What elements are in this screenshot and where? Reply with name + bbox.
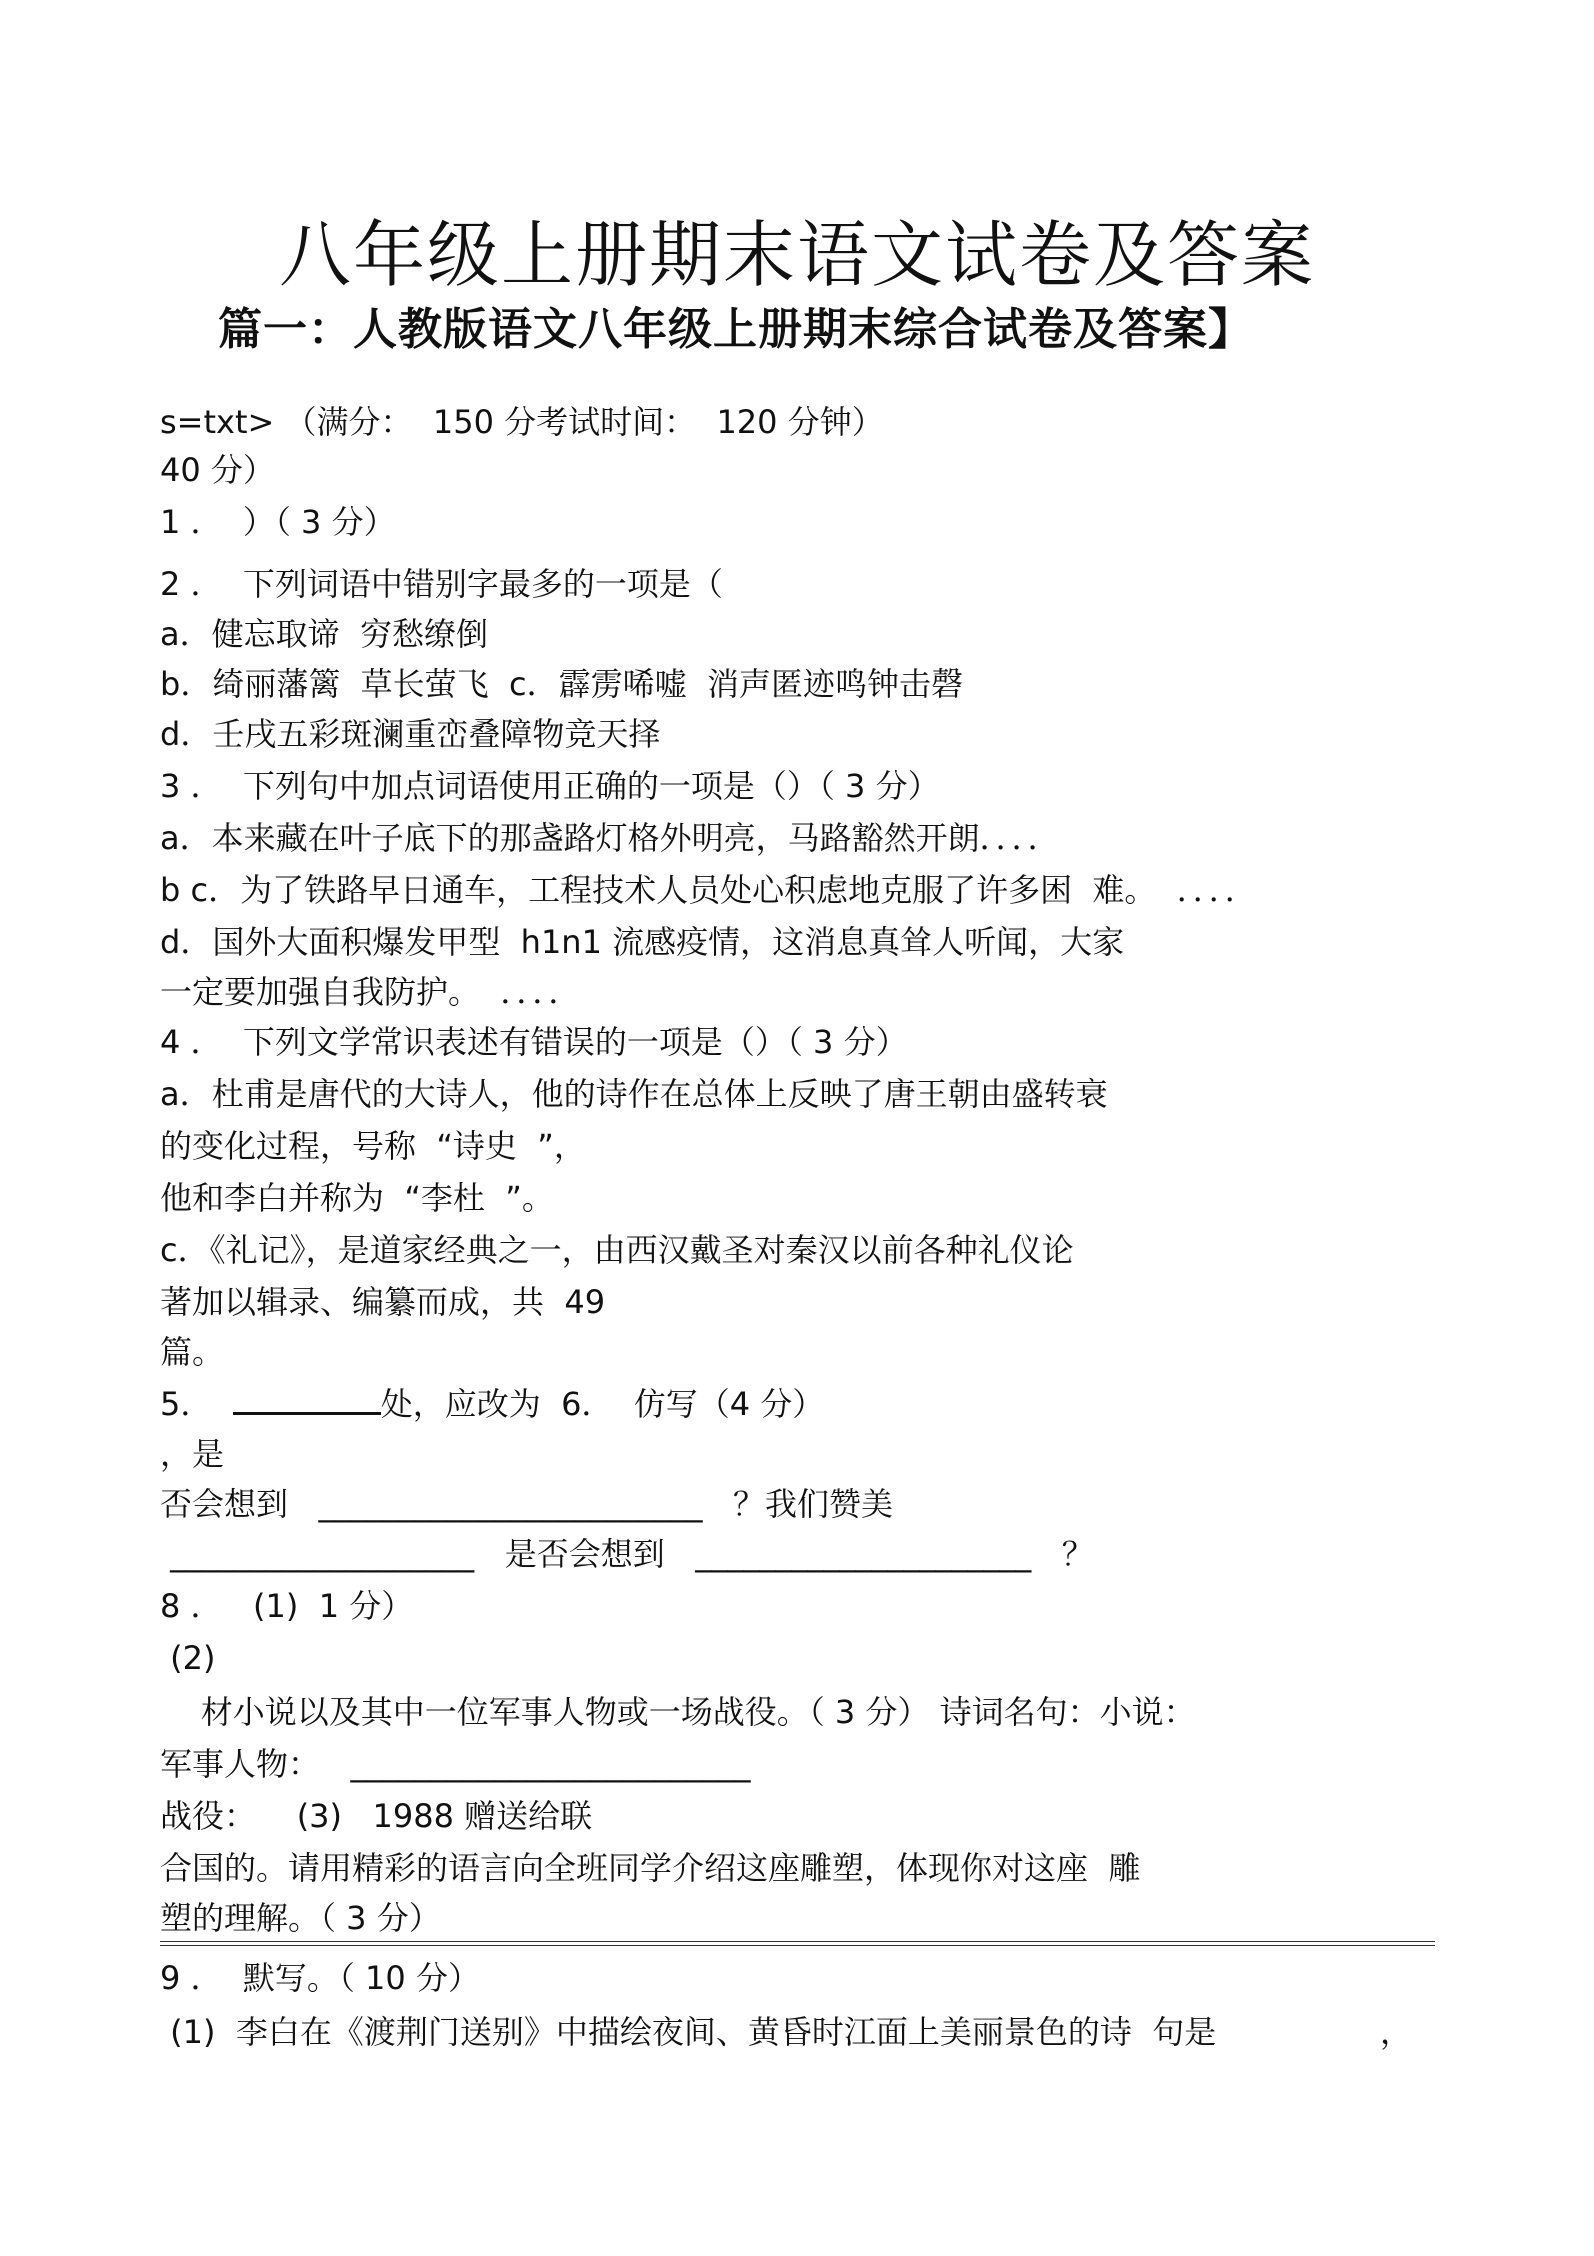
question-5-6-line	[160, 1382, 824, 1426]
question-9-line: 9 ． 默写。（ 10 分）	[160, 1959, 480, 1997]
question-4-option-a-cont2: 他和李白并称为 “李杜 ”。	[160, 1179, 554, 1217]
question-3-option-d-cont: 一定要加强自我防护。 ．．．．	[160, 973, 581, 1011]
question-6-cont3: ___________________ 是否会想到 _____________________ ？	[160, 1535, 1094, 1573]
question-9-comma: ，	[1380, 2013, 1413, 2051]
question-3-option-b-c: b c．为了铁路早日通车，工程技术人员处心积虑地克服了许多困 难。 ．．．．	[160, 871, 1257, 909]
question-6-cont: ，是	[160, 1435, 225, 1473]
question-2-option-b-c: b．绮丽藩篱 草长萤飞 c．霹雳唏嘘 消声匿迹鸣钟击磬	[160, 665, 963, 703]
question-2-option-d: d．壬戌五彩斑澜重峦叠障物竞天择	[160, 715, 661, 753]
divider-line-top	[160, 1941, 1435, 1942]
question-8-part-2-text: 材小说以及其中一位军事人物或一场战役。（ 3 分） 诗词名句：小说：	[160, 1693, 1196, 1731]
question-1-line: 1 ． ）（ 3 分）	[160, 503, 396, 541]
question-8-part-2: (2)	[160, 1639, 216, 1677]
question-4-option-c-cont2: 篇。	[160, 1333, 225, 1371]
question-2-option-a: a．健忘取谛 穷愁缭倒	[160, 615, 488, 653]
question-4-option-c-cont: 著加以辑录、编纂而成，共 49	[160, 1283, 606, 1321]
question-4-option-c: c．《礼记》，是道家经典之一，由西汉戴圣对秦汉以前各种礼仪论	[160, 1231, 1074, 1269]
question-3-line: 3 ． 下列句中加点词语使用正确的一项是（）（ 3 分）	[160, 767, 940, 805]
military-figure-line: 军事人物： _________________________	[160, 1745, 751, 1783]
document-subtitle: 篇一：人教版语文八年级上册期末综合试卷及答案】	[218, 304, 1253, 355]
exam-info-line: s=txt> （满分： 150 分考试时间： 120 分钟）	[160, 403, 884, 441]
document-title: 八年级上册期末语文试卷及答案	[278, 213, 1315, 297]
question-4-line: 4 ． 下列文学常识表述有错误的一项是（）（ 3 分）	[160, 1023, 908, 1061]
question-4-option-a: a．杜甫是唐代的大诗人，他的诗作在总体上反映了唐王朝由盛转衰	[160, 1075, 1108, 1113]
question-8-part-3-text: 合国的。请用精彩的语言向全班同学介绍这座雕塑，体现你对这座 雕	[160, 1849, 1141, 1887]
question-5-number: 5．	[160, 1385, 233, 1423]
answer-blank	[233, 1382, 381, 1415]
question-9-part-1: (1) 李白在《渡荆门送别》中描绘夜间、黄昏时江面上美丽景色的诗 句是	[160, 2013, 1217, 2051]
question-8-line: 8 ． (1) 1 分）	[160, 1587, 414, 1625]
question-5-6-text: 处，应改为 6． 仿写（4 分）	[380, 1385, 825, 1423]
question-8-part-3-cont: 塑的理解。（ 3 分）	[160, 1899, 441, 1937]
section-score-line: 40 分）	[160, 451, 275, 489]
question-3-option-d: d．国外大面积爆发甲型 h1n1 流感疫情，这消息真耸人听闻，大家	[160, 923, 1125, 961]
question-4-option-a-cont: 的变化过程，号称 “诗史 ”，	[160, 1127, 586, 1165]
battle-line: 战役： (3) 1988 赠送给联	[160, 1797, 593, 1835]
question-2-line: 2 ． 下列词语中错别字最多的一项是（	[160, 565, 723, 603]
question-6-cont2: 否会想到 ________________________ ？我们赞美	[160, 1485, 894, 1523]
question-3-option-a: a．本来藏在叶子底下的那盏路灯格外明亮，马路豁然开朗．．．．	[160, 819, 1060, 857]
divider-line-bottom	[160, 1945, 1435, 1946]
